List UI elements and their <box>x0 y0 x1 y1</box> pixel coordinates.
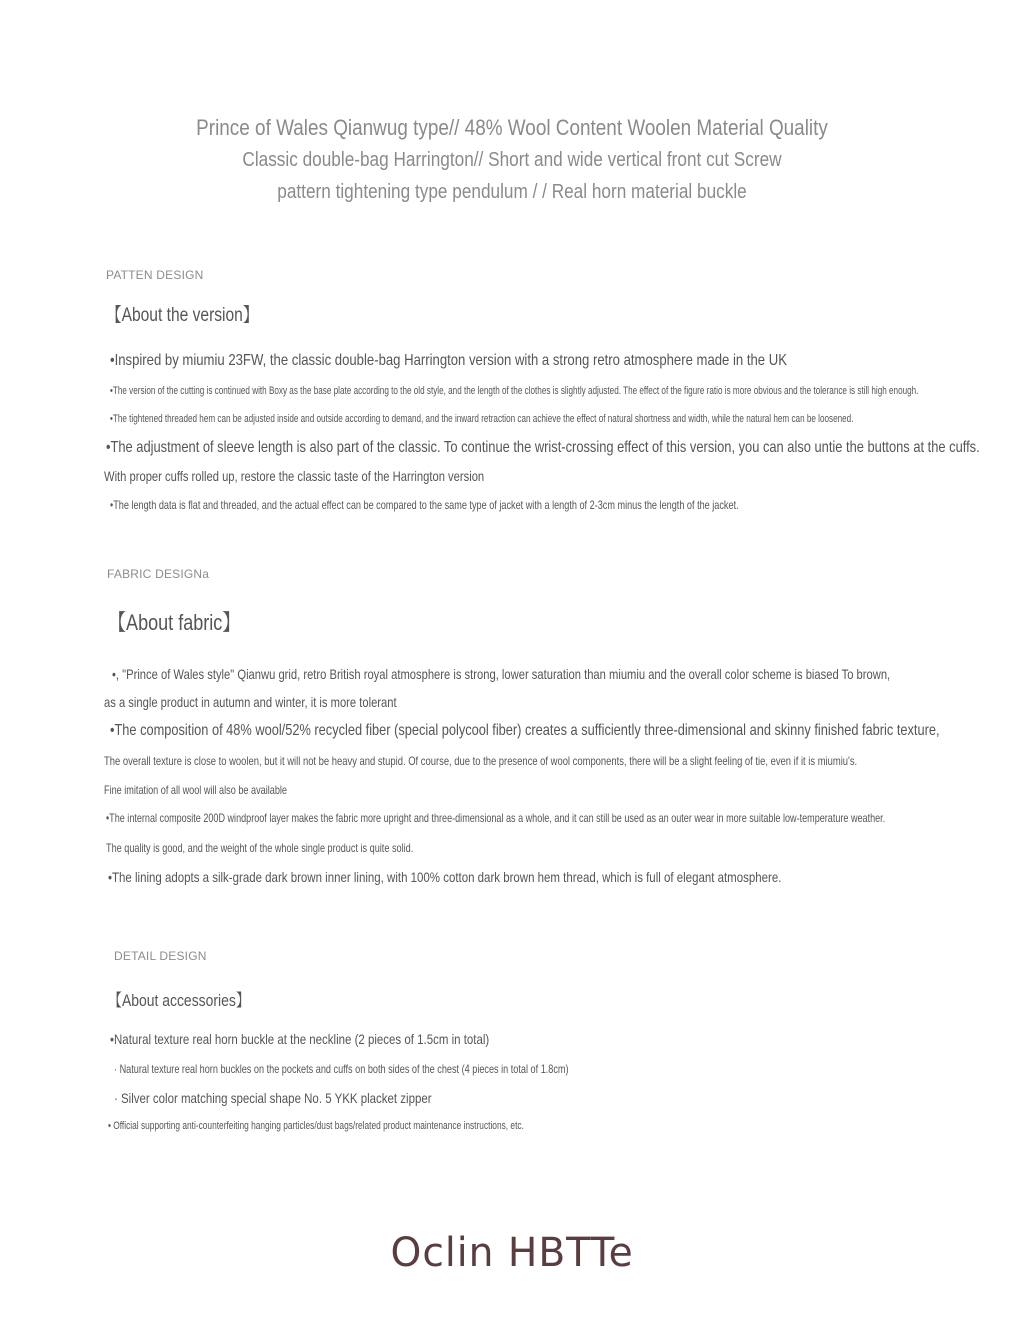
pattern-heading: 【About the version】 <box>106 305 259 326</box>
fabric-line: •The composition of 48% wool/52% recycled fiber (special polycool fiber) creates a sufficiently three-dimensional and skinny finished fabric texture, <box>110 722 940 739</box>
detail-line: •Natural texture real horn buckle at the neckline (2 pieces of 1.5cm in total) <box>110 1031 490 1047</box>
brand-logo-text: Oclin HBTTe <box>390 1230 634 1276</box>
detail-line: • Official supporting anti-counterfeiting hanging particles/dust bags/related product maintenance instructions, etc. <box>108 1120 524 1132</box>
fabric-line: Fine imitation of all wool will also be available <box>104 783 288 797</box>
detail-line: · Silver color matching special shape No. 5 YKK placket zipper <box>114 1090 432 1106</box>
detail-kicker: DETAIL DESIGN <box>114 949 207 963</box>
pattern-line: •Inspired by miumiu 23FW, the classic double-bag Harrington version with a strong retro atmosphere made in the UK <box>110 352 787 369</box>
pattern-line: •The version of the cutting is continued with Boxy as the base plate according to the old style, and the length of the clothes is slightly adjusted. The effect of the figure ratio is more obvious and the tolerance is still high enough. <box>110 385 919 397</box>
hero-line-3: pattern tightening type pendulum / / Real horn material buckle <box>277 181 747 203</box>
pattern-line: •The length data is flat and threaded, and the actual effect can be compared to the same type of jacket with a length of 2-3cm minus the length of the jacket. <box>110 498 739 512</box>
pattern-line: •The tightened threaded hem can be adjusted inside and outside according to demand, and the inward retraction can achieve the effect of natural shortness and width, while the natural hem can be loosened. <box>110 413 854 425</box>
detail-heading: 【About accessories】 <box>108 991 250 1010</box>
brand-logo <box>0 1230 1024 1276</box>
fabric-line: •The internal composite 200D windproof layer makes the fabric more upright and three-dimensional as a whole, and it can still be used as an outer wear in more suitable low-temperature weather. <box>106 811 886 825</box>
fabric-line: •The lining adopts a silk-grade dark brown inner lining, with 100% cotton dark brown hem thread, which is full of elegant atmosphere. <box>108 869 782 885</box>
hero-line-2: Classic double-bag Harrington// Short and wide vertical front cut Screw <box>242 149 782 171</box>
hero-line-1: Prince of Wales Qianwug type// 48% Wool Content Woolen Material Quality <box>196 115 828 140</box>
fabric-line: •, "Prince of Wales style" Qianwu grid, retro British royal atmosphere is strong, lower saturation than miumiu and the overall color scheme is biased To brown, <box>112 666 891 682</box>
fabric-heading: 【About fabric】 <box>108 610 241 635</box>
pattern-kicker: PATTEN DESIGN <box>106 268 204 282</box>
fabric-line: as a single product in autumn and winter, it is more tolerant <box>104 694 397 710</box>
pattern-line: •The adjustment of sleeve length is also part of the classic. To continue the wrist-crossing effect of this version, you can also untie the buttons at the cuffs. <box>106 439 980 456</box>
fabric-line: The quality is good, and the weight of the whole single product is quite solid. <box>106 841 414 855</box>
hero-title <box>0 112 1024 208</box>
detail-line: · Natural texture real horn buckles on the pockets and cuffs on both sides of the chest (4 pieces in total of 1.8cm) <box>114 1062 569 1076</box>
fabric-line: The overall texture is close to woolen, but it will not be heavy and stupid. Of course, due to the presence of wool components, there will be a slight feeling of tie, even if it is miumiu's. <box>104 754 858 768</box>
pattern-line: With proper cuffs rolled up, restore the classic taste of the Harrington version <box>104 468 485 484</box>
fabric-kicker: FABRIC DESIGNa <box>107 567 210 581</box>
